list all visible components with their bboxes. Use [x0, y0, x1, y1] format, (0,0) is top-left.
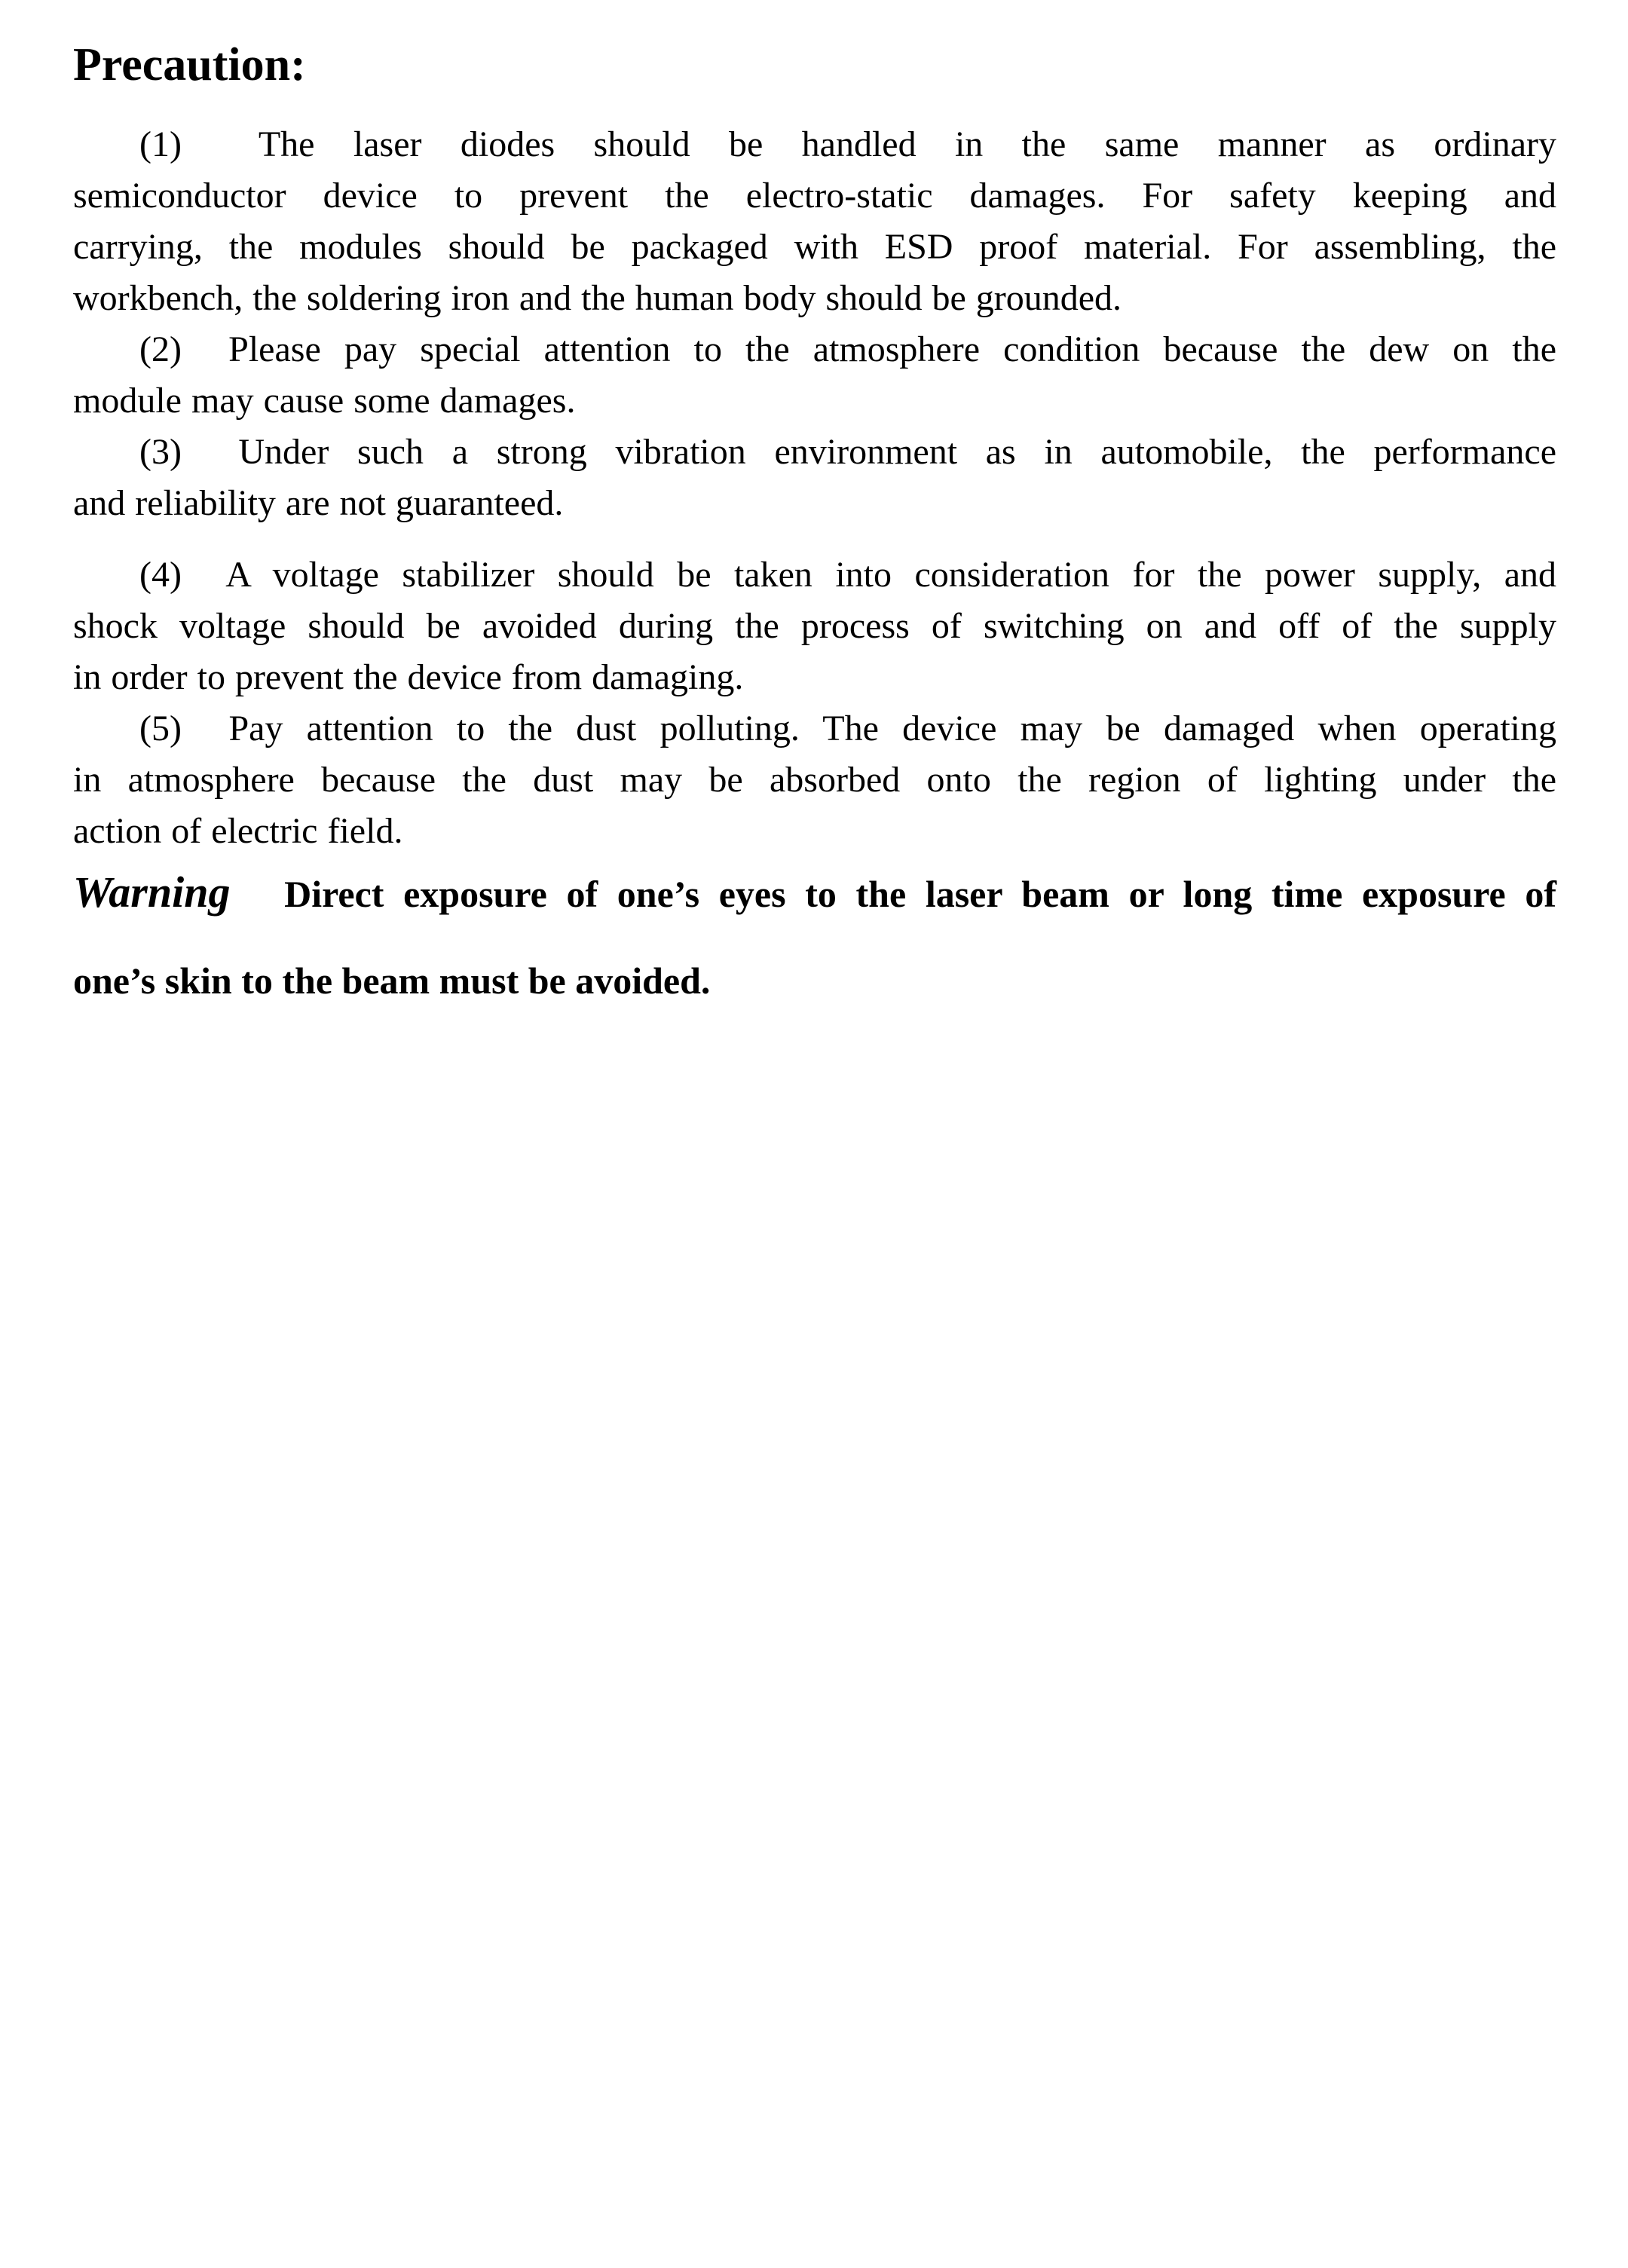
- warning-label: Warning: [73, 868, 231, 917]
- warning-text-line1: Direct exposure of one’s eyes to the laser beam or long time exposure of: [284, 873, 1556, 915]
- text-line: (4) A voltage stabilizer should be taken into consideration for the power supply, and: [139, 555, 1556, 595]
- text-line: in order to prevent the device from damaging.: [73, 657, 744, 697]
- precaution-item: [73, 427, 1556, 529]
- text-line: semiconductor device to prevent the electro-static damages. For safety keeping and: [73, 176, 1556, 216]
- warning-line-1: [73, 867, 1556, 920]
- text-line: in atmosphere because the dust may be absorbed onto the region of lighting under the: [73, 760, 1556, 800]
- precaution-item: [73, 119, 1556, 324]
- precaution-item: [73, 703, 1556, 857]
- text-line: workbench, the soldering iron and the human body should be grounded.: [73, 278, 1122, 318]
- text-line: shock voltage should be avoided during the process of switching on and off of the supply: [73, 606, 1556, 646]
- precaution-list: [73, 119, 1556, 857]
- text-line: action of electric field.: [73, 811, 403, 851]
- text-line: (2) Please pay special attention to the atmosphere condition because the dew on the: [139, 329, 1556, 369]
- text-line: (5) Pay attention to the dust polluting. The device may be damaged when operating: [139, 709, 1556, 748]
- precaution-item: [73, 324, 1556, 427]
- warning-text-line2: one’s skin to the beam must be avoided.: [73, 960, 711, 1002]
- text-line: and reliability are not guaranteed.: [73, 483, 564, 523]
- text-line: (1) The laser diodes should be handled in the same manner as ordinary: [139, 124, 1556, 164]
- text-line: carrying, the modules should be packaged with ESD proof material. For assembling, the: [73, 227, 1556, 267]
- text-line: module may cause some damages.: [73, 381, 576, 421]
- precaution-item: [73, 549, 1556, 703]
- section-title: Precaution:: [73, 39, 306, 90]
- text-line: (3) Under such a strong vibration environment as in automobile, the performance: [139, 432, 1556, 472]
- warning-block: [73, 867, 1556, 1006]
